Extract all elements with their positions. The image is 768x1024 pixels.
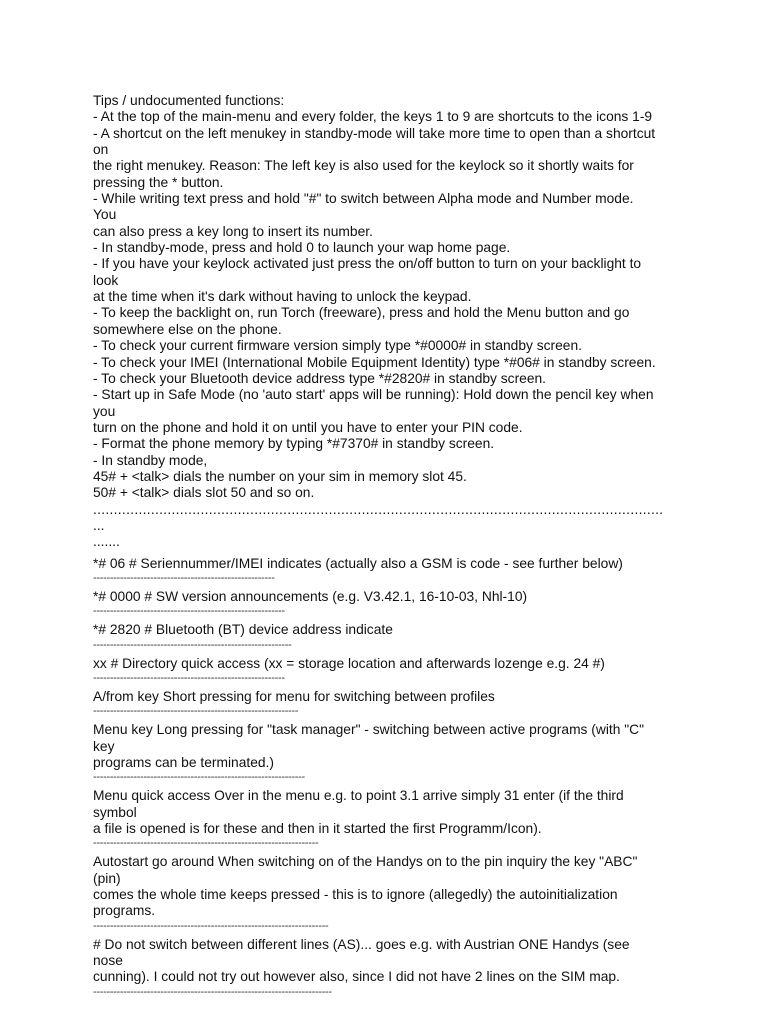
tip-line: 45# + <talk> dials the number on your sim in memory slot 45.	[93, 468, 467, 484]
code-entry-line: Autostart go around When switching on of the Handys on to the pin inquiry the key "ABC"	[93, 854, 638, 870]
dashed-separator: ---------------------------------------------------------	[93, 605, 285, 618]
tip-line: can also press a key long to insert its number.	[93, 223, 373, 239]
tip-line: - Start up in Safe Mode (no 'auto start' apps will be running): Hold down the pencil key when	[93, 387, 654, 403]
dotted-separator-tail: ...	[93, 517, 105, 533]
tip-line: the right menukey. Reason: The left key is also used for the keylock so it shortly waits for	[93, 158, 634, 174]
code-entry-line: nose	[93, 953, 123, 969]
tip-line: - To check your current firmware version simply type *#0000# in standby screen.	[93, 338, 582, 354]
document-heading: Tips / undocumented functions:	[93, 93, 285, 108]
tip-line: - To check your Bluetooth device address type *#2820# in standby screen.	[93, 370, 547, 386]
code-entry-line: programs.	[93, 903, 156, 919]
code-entry-line: *# 0000 # SW version announcements (e.g. V3.42.1, 16-10-03, Nhl-10)	[93, 588, 528, 604]
code-entry-line: *# 06 # Seriennummer/IMEI indicates (actually also a GSM is code - see further below)	[93, 555, 623, 571]
code-entry-line: (pin)	[93, 870, 121, 886]
tips-list	[93, 109, 678, 501]
code-entry-line: *# 2820 # Bluetooth (BT) device address indicate	[93, 622, 393, 638]
code-entry	[93, 617, 678, 650]
code-entry-line: xx # Directory quick access (xx = storage location and afterwards lozenge e.g. 24 #)	[93, 655, 605, 671]
dashed-separator: ------------------------------------------------------	[93, 571, 275, 584]
code-entry	[93, 932, 678, 998]
dashed-separator: -------------------------------------------------------------	[93, 705, 299, 718]
tip-line: - To check your IMEI (International Mobile Equipment Identity) type *#06# in standby screen.	[93, 354, 656, 370]
code-entry-line: a file is opened is for these and then in it started the first Programm/Icon).	[93, 821, 542, 837]
code-entry-line: Menu key Long pressing for "task manager" - switching between active programs (with "C"	[93, 722, 645, 738]
code-entry	[93, 717, 678, 783]
tip-line: pressing the * button.	[93, 174, 224, 190]
code-entry	[93, 584, 678, 617]
codes-list	[93, 551, 678, 998]
code-entry-line: symbol	[93, 804, 137, 820]
code-entry-line: key	[93, 738, 115, 754]
tip-line: 50# + <talk> dials slot 50 and so on.	[93, 485, 315, 501]
tip-line: somewhere else on the phone.	[93, 321, 282, 337]
tip-line: - In standby-mode, press and hold 0 to launch your wap home page.	[93, 240, 511, 256]
tip-line: - To keep the backlight on, run Torch (freeware), press and hold the Menu button and go	[93, 305, 630, 321]
code-entry-line: cunning). I could not try out however also, since I did not have 2 lines on the SIM map.	[93, 969, 620, 985]
dashed-separator: ---------------------------------------------------------	[93, 672, 285, 684]
code-entry-line: A/from key Short pressing for menu for switching between profiles	[93, 689, 495, 704]
code-entry	[93, 551, 678, 584]
code-entry-line: Menu quick access Over in the menu e.g. to point 3.1 arrive simply 31 enter (if the third	[93, 788, 624, 804]
tip-line: - While writing text press and hold "#" to switch between Alpha mode and Number mode.	[93, 191, 634, 207]
code-entry	[93, 783, 678, 849]
dashed-separator: ----------------------------------------------------------------------	[93, 919, 329, 932]
tip-line: you	[93, 403, 116, 419]
tip-line: turn on the phone and hold it on until you have to enter your PIN code.	[93, 419, 523, 435]
tip-line: - At the top of the main-menu and every folder, the keys 1 to 9 are shortcuts to the icons 1-9	[93, 109, 653, 125]
document-body	[93, 93, 678, 998]
dashed-separator: -----------------------------------------------------------	[93, 638, 292, 651]
tip-line: - A shortcut on the left menukey in standby-mode will take more time to open than a shortcut	[93, 125, 656, 141]
code-entry	[93, 849, 678, 931]
code-entry-line: comes the whole time keeps pressed - this is to ignore (allegedly) the autoinitialization	[93, 887, 618, 903]
tip-line: look	[93, 272, 119, 288]
tip-line: - Format the phone memory by typing *#7370# in standby screen.	[93, 436, 495, 452]
tip-line: You	[93, 207, 117, 223]
dashed-separator: -------------------------------------------------------------------	[93, 837, 319, 850]
code-entry-line: # Do not switch between different lines (AS)... goes e.g. with Austrian ONE Handys (see	[93, 936, 630, 952]
dashed-separator: ---------------------------------------------------------------	[93, 771, 305, 784]
dashed-separator: -----------------------------------------------------------------------	[93, 985, 332, 998]
code-entry	[93, 651, 678, 684]
dotted-separator: ..........................................................................................................................................	[93, 501, 664, 517]
code-entry-line: programs can be terminated.)	[93, 755, 274, 771]
tip-line: - If you have your keylock activated just press the on/off button to turn on your backlight to	[93, 256, 642, 272]
tip-line: - In standby mode,	[93, 452, 208, 468]
tip-line: on	[93, 142, 109, 158]
code-entry	[93, 684, 678, 717]
dotted-separator-tail: .......	[93, 534, 120, 550]
tip-line: at the time when it's dark without having to unlock the keypad.	[93, 289, 472, 305]
